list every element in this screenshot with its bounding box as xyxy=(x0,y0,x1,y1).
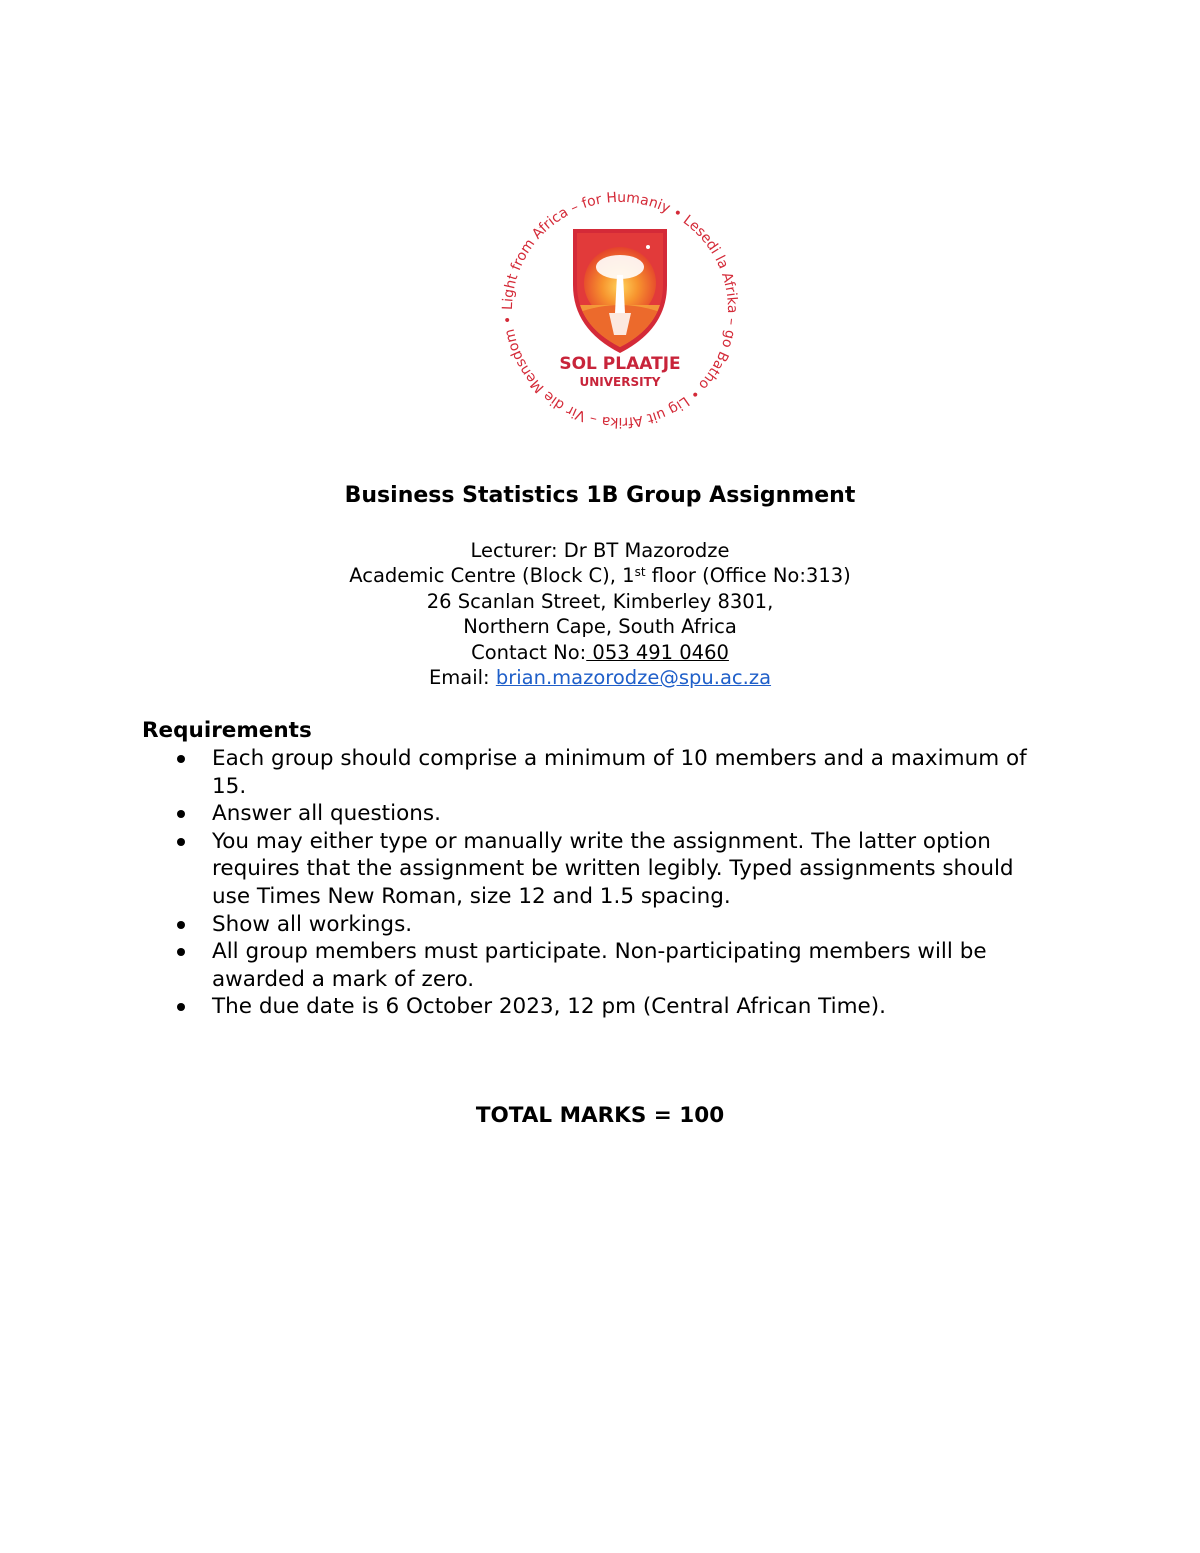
street-address: 26 Scanlan Street, Kimberley 8301, xyxy=(426,589,774,613)
lecturer-contact-block xyxy=(0,538,1200,690)
requirement-text: Each group should comprise a minimum of 10 members and a maximum of 15. xyxy=(212,746,1027,799)
university-logo xyxy=(495,185,745,435)
email-line xyxy=(0,665,1200,690)
list-item xyxy=(142,993,1042,1021)
university-seal-icon xyxy=(495,185,745,435)
requirement-text: The due date is 6 October 2023, 12 pm (Central African Time). xyxy=(212,994,886,1020)
list-item xyxy=(142,911,1042,939)
logo-name-line1: SOL PLAATJE xyxy=(559,354,681,374)
requirements-list xyxy=(142,745,1042,1021)
bullet-icon xyxy=(177,810,185,818)
bullet-icon xyxy=(177,1003,185,1011)
list-item xyxy=(142,800,1042,828)
seal-ring-text: Light from Africa – for Humaniy • Lesedi la Afrika – go Batho • Lig uit Afrika – Vir die Mensdom • xyxy=(499,189,741,431)
bullet-icon xyxy=(177,948,185,956)
email-link[interactable]: brian.mazorodze@spu.ac.za xyxy=(495,666,772,690)
bullet-icon xyxy=(177,755,185,763)
total-marks: TOTAL MARKS = 100 xyxy=(475,1103,725,1128)
lecturer-name: Lecturer: Dr BT Mazorodze xyxy=(470,539,730,562)
list-item xyxy=(142,828,1042,911)
logo-name-line2: UNIVERSITY xyxy=(579,375,661,389)
requirement-text: You may either type or manually write the assignment. The latter option requires that the assignment be written legibly. Typed assignments should use Times New Roman, size 12 and 1.5 spacing. xyxy=(212,828,1014,909)
bullet-icon xyxy=(177,838,185,846)
requirement-text: All group members must participate. Non-participating members will be awarded a mark of zero. xyxy=(212,939,987,992)
list-item xyxy=(142,938,1042,993)
requirement-text: Show all workings. xyxy=(212,911,413,937)
office-suffix: floor (Office No:313) xyxy=(645,564,851,588)
list-item xyxy=(142,745,1042,800)
requirement-text: Answer all questions. xyxy=(212,801,441,827)
bullet-icon xyxy=(177,921,185,929)
region-address: Northern Cape, South Africa xyxy=(463,615,737,639)
office-floor-superscript: st xyxy=(634,565,646,580)
contact-number-line xyxy=(0,640,1200,665)
email-label: Email: xyxy=(428,666,496,690)
contact-number: 053 491 0460 xyxy=(586,640,729,664)
office-prefix: Academic Centre (Block C), 1 xyxy=(349,564,635,588)
office-location xyxy=(0,563,1200,588)
requirements-heading: Requirements xyxy=(142,718,312,743)
contact-number-label: Contact No: xyxy=(471,640,587,664)
document-title: Business Statistics 1B Group Assignment xyxy=(344,483,856,508)
